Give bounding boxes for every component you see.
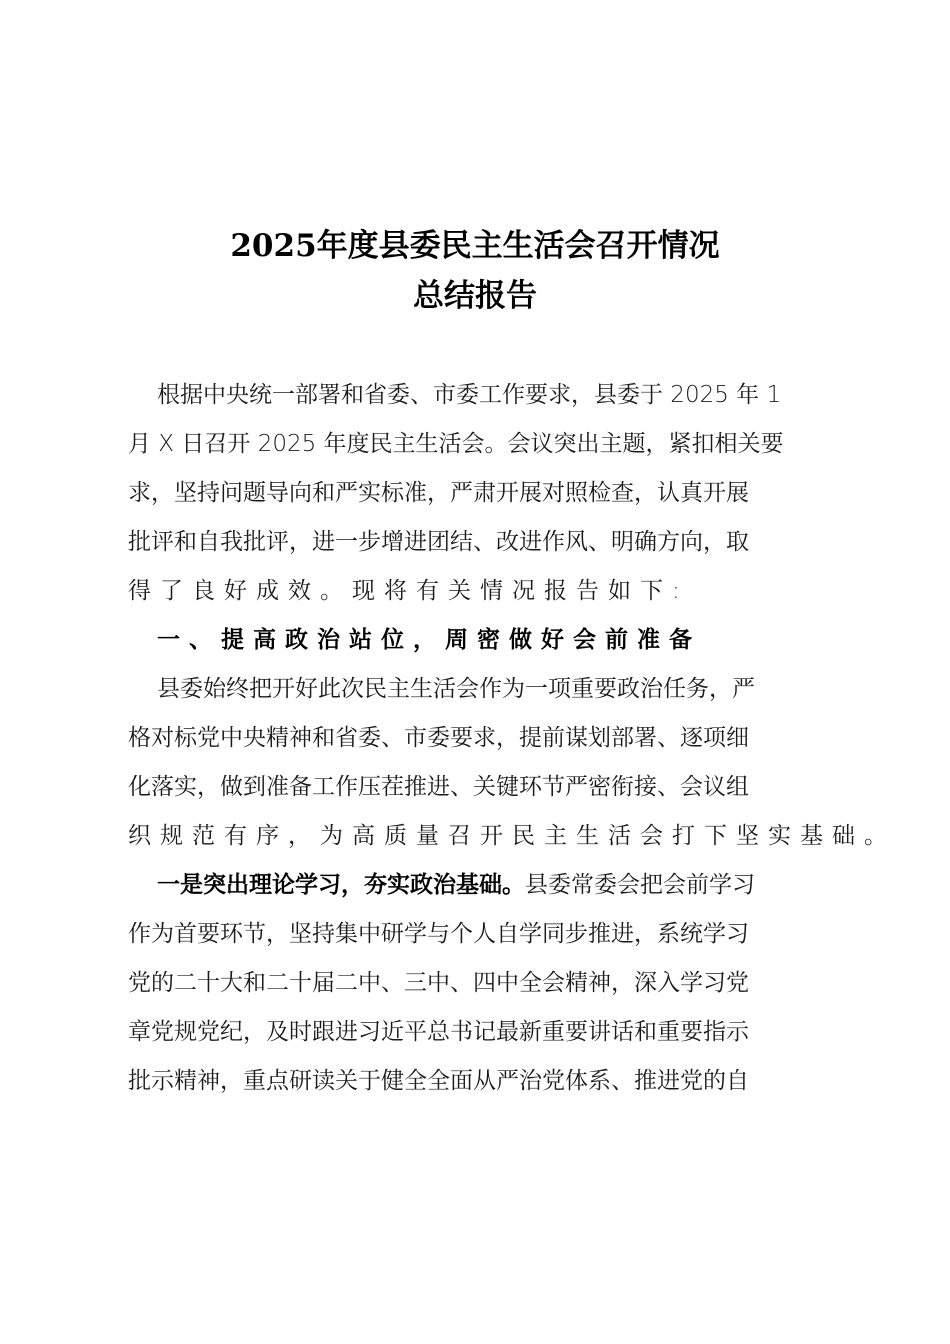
body-line: 织规范有序，为高质量召开民主生活会打下坚实基础。 <box>128 823 896 849</box>
bold-lead-text: 一是突出理论学习，夯实政治基础。 <box>157 872 525 898</box>
body-line: 根据中央统一部署和省委、市委工作要求，县委于 2025 年 1 <box>157 382 782 408</box>
document-title-line-2: 总结报告 <box>413 278 537 314</box>
section-heading: 一、提高政治站位，周密做好会前准备 <box>157 627 701 653</box>
body-line-with-lead <box>157 869 830 901</box>
body-line: 章党规党纪，及时跟进习近平总书记最新重要讲话和重要指示 <box>128 1019 749 1045</box>
body-line: 格对标党中央精神和省委、市委要求，提前谋划部署、逐项细 <box>128 725 749 751</box>
body-text: 县委常委会把会前学习 <box>525 872 755 898</box>
body-line: 得了良好成效。现将有关情况报告如下: <box>128 578 689 604</box>
body-line: 县委始终把开好此次民主生活会作为一项重要政治任务，严 <box>157 676 755 702</box>
body-line: 作为首要环节，坚持集中研学与个人自学同步推进，系统学习 <box>128 921 749 947</box>
body-line: 求，坚持问题导向和严实标准，严肃开展对照检查，认真开展 <box>128 480 749 506</box>
body-line: 化落实，做到准备工作压茬推进、关键环节严密衔接、会议组 <box>128 774 749 800</box>
body-line: 批评和自我批评，进一步增进团结、改进作风、明确方向，取 <box>128 529 749 555</box>
body-line: 月 X 日召开 2025 年度民主生活会。会议突出主题，紧扣相关要 <box>128 431 784 457</box>
body-line: 批示精神，重点研读关于健全全面从严治党体系、推进党的自 <box>128 1068 749 1094</box>
body-line: 党的二十大和二十届二中、三中、四中全会精神，深入学习党 <box>128 970 749 996</box>
document-title-line-1: 2025年度县委民主生活会召开情况 <box>230 228 720 264</box>
